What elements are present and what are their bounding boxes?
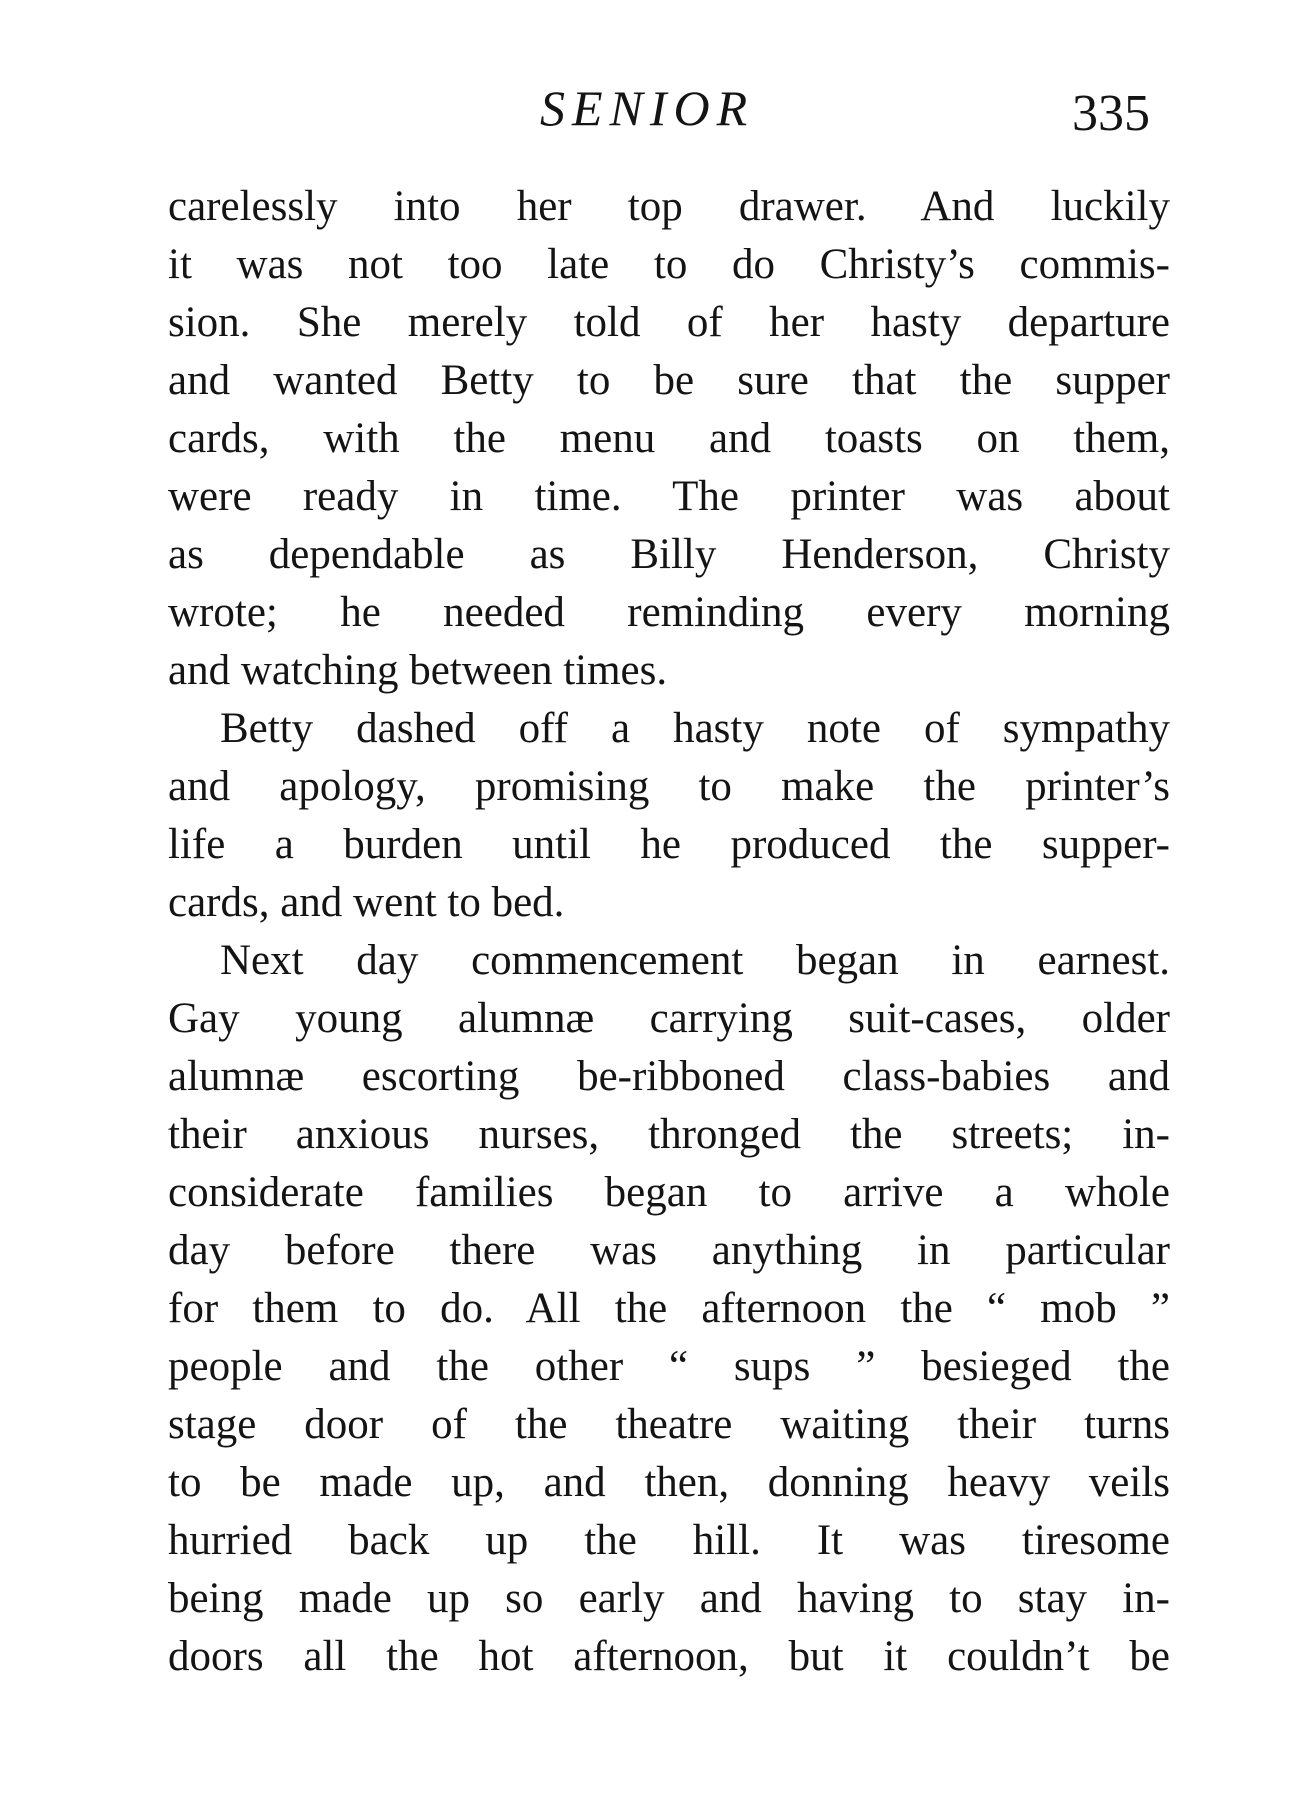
text-line: Gay young alumnæ carrying suit-cases, older (168, 995, 1170, 1042)
text-line: life a burden until he produced the supper- (168, 821, 1170, 868)
text-line: day before there was anything in particular (168, 1227, 1170, 1274)
text-line: hurried back up the hill. It was tiresome (168, 1517, 1170, 1564)
text-line: cards, with the menu and toasts on them, (168, 415, 1170, 462)
text-line: doors all the hot afternoon, but it couldn’t be (168, 1633, 1170, 1680)
text-line: it was not too late to do Christy’s commis- (168, 241, 1170, 288)
text-line: carelessly into her top drawer. And luckily (168, 183, 1170, 230)
text-line: alumnæ escorting be-ribboned class-babies and (168, 1053, 1170, 1100)
body-text (168, 178, 1170, 1686)
text-line: and apology, promising to make the printer’s (168, 763, 1170, 810)
text-line: sion. She merely told of her hasty departure (168, 299, 1170, 346)
text-line: for them to do. All the afternoon the “ mob ” (168, 1285, 1170, 1332)
page-number: 335 (1072, 85, 1150, 142)
text-line: considerate families began to arrive a whole (168, 1169, 1170, 1216)
text-line: cards, and went to bed. (168, 879, 565, 926)
text-line: wrote; he needed reminding every morning (168, 589, 1170, 636)
text-line: people and the other “ sups ” besieged the (168, 1343, 1170, 1390)
text-line: and watching between times. (168, 647, 668, 694)
running-title: SENIOR (540, 80, 755, 136)
text-line: stage door of the theatre waiting their turns (168, 1401, 1170, 1448)
text-line: were ready in time. The printer was about (168, 473, 1170, 520)
text-line: being made up so early and having to stay in- (168, 1575, 1170, 1622)
text-line: Next day commencement began in earnest. (220, 937, 1170, 984)
text-line: to be made up, and then, donning heavy veils (168, 1459, 1170, 1506)
text-line: their anxious nurses, thronged the streets; in- (168, 1111, 1170, 1158)
text-line: as dependable as Billy Henderson, Christy (168, 531, 1170, 578)
text-line: Betty dashed off a hasty note of sympathy (220, 705, 1170, 752)
text-line: and wanted Betty to be sure that the supper (168, 357, 1170, 404)
running-head (0, 78, 1311, 148)
